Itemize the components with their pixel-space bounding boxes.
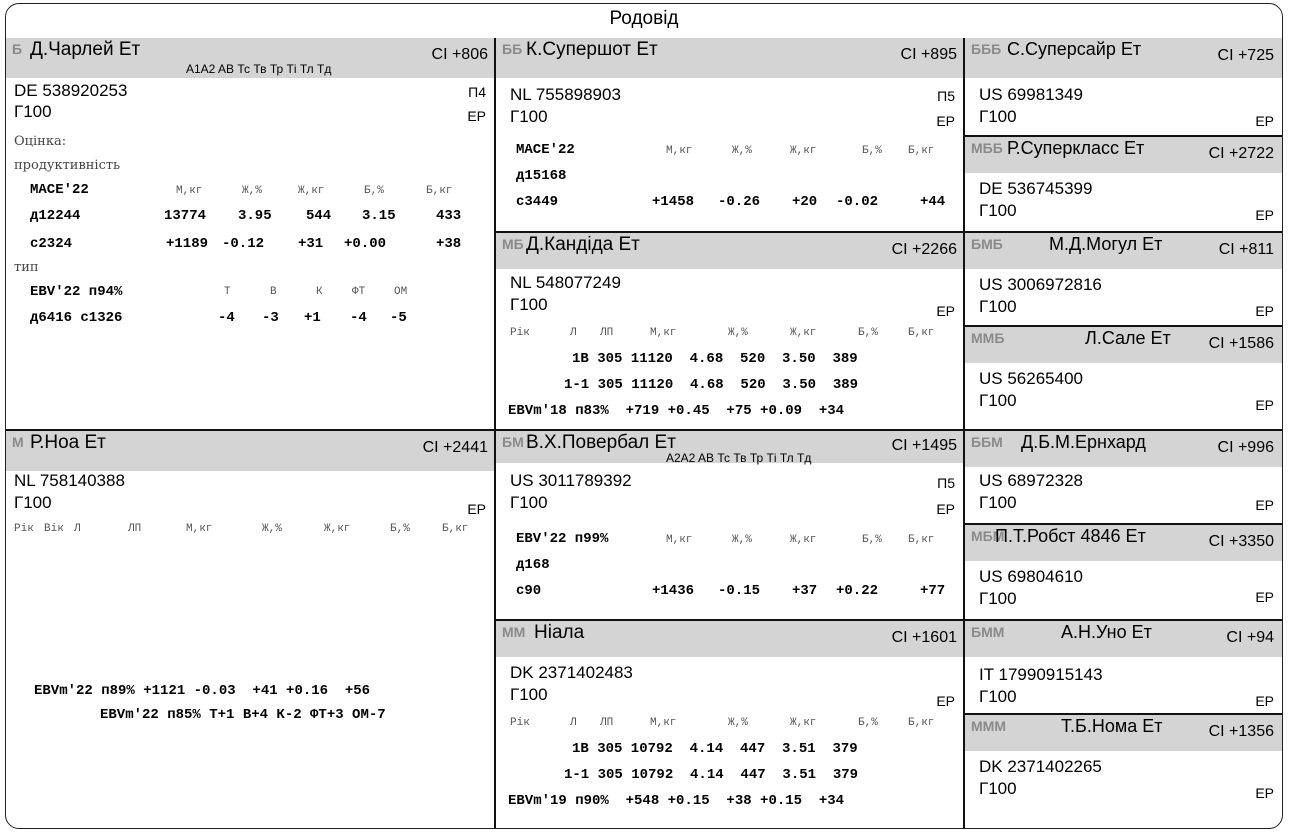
mmm-card[interactable] (965, 715, 1283, 829)
mb-col: Ж,кг (790, 327, 817, 339)
sire-genes: A1A2 AB Тс Тв Тр Ті Тл Тд (186, 62, 332, 76)
mmb-card[interactable] (965, 327, 1283, 429)
bmb-tag: БМБ (971, 236, 1003, 252)
sire-eval-name: MACE'22 (30, 182, 89, 198)
mb-card[interactable] (496, 233, 963, 429)
mm-ebv: EBVm'19 п90% +548 +0.15 +38 +0.15 +34 (508, 793, 845, 809)
bb-col: Ж,кг (790, 145, 817, 157)
bmm-ep: ЕР (1255, 693, 1274, 709)
sire-type-r5: -5 (390, 310, 407, 326)
sire-col: Ж,% (242, 185, 262, 197)
bb-r2c0: с3449 (516, 194, 559, 210)
bb-r2c1: +1458 (652, 194, 695, 210)
bm-g: Г100 (510, 493, 548, 512)
mbm-tag: МБМ (971, 528, 1005, 544)
mmb-g: Г100 (979, 391, 1017, 410)
bbb-tag: БББ (971, 41, 1002, 57)
sire-r1c4: 3.15 (362, 208, 396, 224)
bb-eval-name: MACE'22 (516, 142, 575, 158)
dam-col: Б,% (390, 523, 410, 535)
mb-id: NL 548077249 (510, 273, 621, 292)
mbb-id: DE 536745399 (979, 179, 1093, 198)
bm-tag: БМ (502, 434, 524, 450)
dam-col: Л (74, 523, 81, 535)
mb-ep: ЕР (936, 303, 955, 319)
bmm-name[interactable]: А.Н.Уно Ет (1061, 622, 1152, 642)
sire-r1c1: 13774 (164, 208, 207, 224)
bb-g: Г100 (510, 107, 548, 126)
bm-name[interactable]: В.Х.Повербал Ет (526, 432, 676, 453)
bm-id: US 3011789392 (510, 471, 632, 490)
mm-col: Рік (510, 717, 530, 729)
mmb-name[interactable]: Л.Сале Ет (1085, 328, 1171, 348)
sire-col: М,кг (176, 185, 203, 197)
bm-ci: CI +1495 (891, 437, 957, 454)
bbb-id: US 69981349 (979, 85, 1083, 104)
page-title: Родовід (609, 8, 679, 29)
sire-r1c2: 3.95 (238, 208, 272, 224)
sire-r1c5: 433 (436, 208, 462, 224)
sire-type-r4: -4 (350, 310, 367, 326)
sire-label-eval: Оцінка: (14, 134, 67, 149)
bm-r2c5: +77 (920, 583, 946, 599)
mmb-ci: CI +1586 (1208, 335, 1274, 352)
mbm-ep: ЕР (1255, 589, 1274, 605)
bbb-card[interactable] (965, 38, 1283, 138)
bb-name[interactable]: К.Супершот Ет (526, 39, 658, 60)
dam-ci: CI +2441 (422, 439, 488, 456)
mm-row2: 1-1 305 10792 4.14 447 3.51 379 (564, 767, 859, 783)
mmb-ep: ЕР (1255, 397, 1274, 413)
bmb-ci: CI +811 (1218, 241, 1274, 258)
sire-r2c0: с2324 (30, 236, 73, 252)
bbm-g: Г100 (979, 493, 1017, 512)
mb-col: Л (570, 327, 577, 339)
bm-code: П5 (937, 475, 955, 491)
bb-ci: CI +895 (900, 46, 957, 63)
dam-col: М,кг (186, 523, 213, 535)
bmb-card[interactable] (965, 233, 1283, 325)
bm-col: Ж,кг (790, 534, 817, 546)
sire-type-r1: -4 (218, 310, 235, 326)
bbm-name[interactable]: Д.Б.М.Ернхард (1021, 432, 1146, 452)
mbb-ep: ЕР (1255, 207, 1274, 223)
sire-g: Г100 (14, 102, 52, 121)
bm-r1c0: д168 (516, 557, 550, 573)
dam-id: NL 758140388 (14, 471, 125, 490)
mm-ci: CI +1601 (891, 629, 957, 646)
sire-ci: CI +806 (431, 46, 488, 63)
bb-col: Б,% (862, 145, 882, 157)
bb-col: Ж,% (732, 145, 752, 157)
mbb-ci: CI +2722 (1208, 145, 1274, 162)
mb-ebv: EBVm'18 п83% +719 +0.45 +75 +0.09 +34 (508, 403, 845, 419)
bm-genes: A2A2 AB Тс Тв Тр Ті Тл Тд (666, 451, 812, 465)
mbb-name[interactable]: Р.Суперкласс Ет (1007, 138, 1145, 158)
bmm-card[interactable] (965, 621, 1283, 713)
bm-r2c2: -0.15 (718, 583, 761, 599)
dam-ebv-line1: EBVm'22 п89% +1121 -0.03 +41 +0.16 +56 (34, 683, 371, 699)
sire-type-r2: -3 (262, 310, 279, 326)
bm-ep: ЕР (936, 501, 955, 517)
mb-row2: 1-1 305 11120 4.68 520 3.50 389 (564, 377, 859, 393)
sire-label-prod: продуктивність (14, 158, 121, 173)
sire-col: Б,% (364, 185, 384, 197)
dam-col: Вік (44, 523, 64, 535)
dam-ep: ЕР (467, 501, 486, 517)
bm-eval-name: EBV'22 п99% (516, 531, 609, 547)
bm-r2c0: с90 (516, 583, 542, 599)
sire-r2c5: +38 (436, 236, 462, 252)
pedigree-frame (5, 3, 1283, 829)
sire-label-type: тип (14, 260, 39, 275)
dam-tag: М (12, 434, 24, 450)
mm-name[interactable]: Ніала (534, 622, 585, 643)
bmm-ci: CI +94 (1226, 629, 1274, 646)
bb-id: NL 755898903 (510, 85, 621, 104)
mbm-id: US 69804610 (979, 567, 1083, 586)
bbb-g: Г100 (979, 107, 1017, 126)
sire-r2c2: -0.12 (222, 236, 265, 252)
bb-r2c2: -0.26 (718, 194, 761, 210)
bmm-tag: БММ (971, 624, 1005, 640)
dam-name[interactable]: Р.Ноа Ет (30, 432, 106, 453)
bb-code: П5 (937, 88, 955, 104)
dam-ebv-line2: EBVm'22 п85% Т+1 В+4 К-2 ФТ+3 ОМ-7 (100, 707, 386, 723)
sire-tag: Б (12, 41, 23, 57)
bb-col: Б,кг (908, 145, 935, 157)
bb-ep: ЕР (936, 113, 955, 129)
dam-col: Ж,кг (324, 523, 351, 535)
dam-col: Б,кг (442, 523, 469, 535)
mm-g: Г100 (510, 685, 548, 704)
bb-card[interactable] (496, 38, 963, 231)
bbb-name[interactable]: С.Суперсайр Ет (1007, 39, 1142, 59)
bb-col: М,кг (666, 145, 693, 157)
bm-col: Б,% (862, 534, 882, 546)
dam-g: Г100 (14, 493, 52, 512)
bm-r2c3: +37 (792, 583, 818, 599)
mb-col: М,кг (650, 327, 677, 339)
bmb-id: US 3006972816 (979, 275, 1102, 294)
mb-name[interactable]: Д.Кандіда Ет (526, 234, 640, 255)
bbm-card[interactable] (965, 431, 1283, 523)
mbm-card[interactable] (965, 525, 1283, 619)
mm-row1: 1В 305 10792 4.14 447 3.51 379 (572, 741, 858, 757)
mb-col: ЛП (600, 327, 614, 339)
bmm-g: Г100 (979, 687, 1017, 706)
bbb-ep: ЕР (1255, 113, 1274, 129)
mmb-tag: ММБ (971, 330, 1005, 346)
mb-ci: CI +2266 (891, 241, 957, 258)
mmm-ci: CI +1356 (1208, 723, 1274, 740)
mm-col: Ж,кг (790, 717, 817, 729)
sire-ep: ЕР (467, 108, 486, 124)
mmm-tag: МММ (971, 718, 1006, 734)
sire-name[interactable]: Д.Чарлей Ет (30, 39, 141, 60)
mm-col: Б,% (858, 717, 878, 729)
mbm-name[interactable]: П.Т.Робст 4846 Ет (995, 526, 1146, 546)
sire-r1c3: 544 (306, 208, 332, 224)
mmm-g: Г100 (979, 779, 1017, 798)
sire-col: Б,кг (426, 185, 453, 197)
sire-id: DE 538920253 (14, 81, 128, 100)
mm-id: DK 2371402483 (510, 663, 633, 682)
mm-ep: ЕР (936, 693, 955, 709)
sire-col: Ж,кг (298, 185, 325, 197)
mm-col: Л (570, 717, 577, 729)
mm-col: Б,кг (908, 717, 935, 729)
bb-r2c3: +20 (792, 194, 818, 210)
sire-r1c0: д12244 (30, 208, 81, 224)
bb-r2c5: +44 (920, 194, 946, 210)
bmb-g: Г100 (979, 297, 1017, 316)
mmm-id: DK 2371402265 (979, 757, 1102, 776)
dam-col: Рік (14, 523, 34, 535)
dam-col: Ж,% (262, 523, 282, 535)
sire-r2c4: +0.00 (344, 236, 387, 252)
mbb-card[interactable] (965, 137, 1283, 231)
mbm-ci: CI +3350 (1208, 533, 1274, 550)
mmb-id: US 56265400 (979, 369, 1083, 388)
bmb-ep: ЕР (1255, 303, 1274, 319)
bm-r2c4: +0.22 (836, 583, 879, 599)
sire-card[interactable] (6, 38, 494, 429)
bm-r2c1: +1436 (652, 583, 695, 599)
mb-col: Рік (510, 327, 530, 339)
bb-r1c0: д15168 (516, 168, 567, 184)
bbm-id: US 68972328 (979, 471, 1083, 490)
bb-r2c4: -0.02 (836, 194, 879, 210)
sire-type-col: ОМ (394, 286, 408, 298)
mb-row1: 1В 305 11120 4.68 520 3.50 389 (572, 351, 858, 367)
mb-g: Г100 (510, 295, 548, 314)
sire-type-col: Т (224, 286, 231, 298)
dam-card[interactable] (6, 431, 494, 829)
sire-type-r3: +1 (304, 310, 321, 326)
mb-col: Ж,% (728, 327, 748, 339)
sire-type-col: К (316, 286, 323, 298)
bmb-name[interactable]: М.Д.Могул Ет (1049, 234, 1163, 254)
sire-type-col: ФТ (352, 286, 366, 298)
bm-col: Ж,% (732, 534, 752, 546)
sire-type-r0: д6416 с1326 (30, 310, 123, 326)
mm-col: Ж,% (728, 717, 748, 729)
mb-tag: МБ (502, 236, 524, 252)
mbb-g: Г100 (979, 201, 1017, 220)
sire-type-col: В (270, 286, 277, 298)
bbb-ci: CI +725 (1217, 47, 1274, 64)
bm-card[interactable] (496, 431, 963, 619)
bb-tag: ББ (502, 41, 523, 57)
mm-tag: ММ (502, 624, 526, 640)
mbm-g: Г100 (979, 589, 1017, 608)
bbm-ci: CI +996 (1217, 439, 1274, 456)
mmm-name[interactable]: Т.Б.Нома Ет (1061, 716, 1163, 736)
bmm-id: IT 17990915143 (979, 665, 1103, 684)
dam-col: ЛП (128, 523, 142, 535)
mmm-ep: ЕР (1255, 785, 1274, 801)
mb-col: Б,% (858, 327, 878, 339)
bm-col: М,кг (666, 534, 693, 546)
bbm-tag: ББМ (971, 434, 1003, 450)
mm-col: ЛП (600, 717, 614, 729)
mb-col: Б,кг (908, 327, 935, 339)
sire-type-name: EBV'22 п94% (30, 284, 123, 300)
sire-r2c1: +1189 (166, 236, 209, 252)
mm-col: М,кг (650, 717, 677, 729)
sire-r2c3: +31 (298, 236, 324, 252)
mbb-tag: МББ (971, 140, 1003, 156)
sire-code: П4 (468, 84, 486, 100)
bbm-ep: ЕР (1255, 497, 1274, 513)
mm-card[interactable] (496, 621, 963, 829)
bm-col: Б,кг (908, 534, 935, 546)
